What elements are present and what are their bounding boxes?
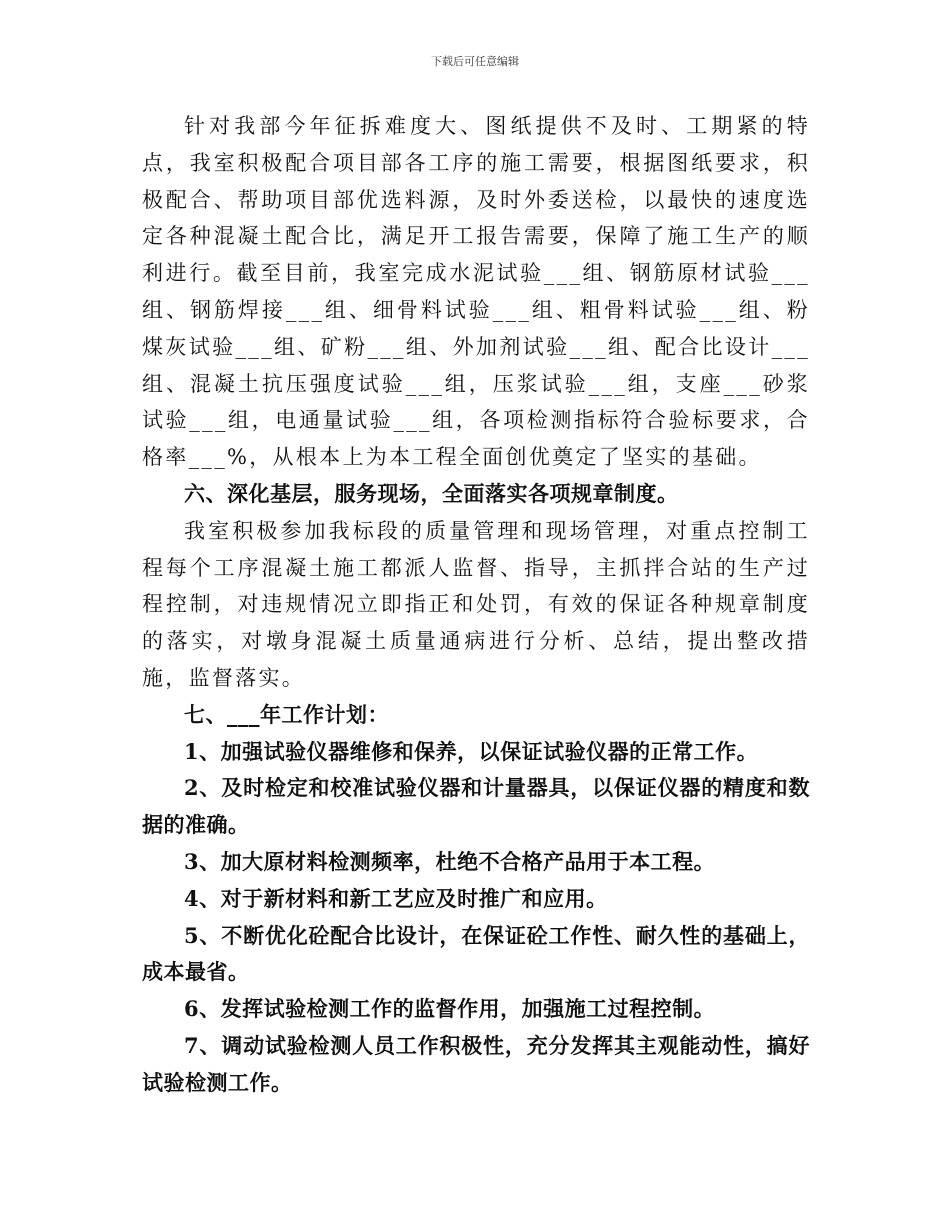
section-7-heading: 七、___年工作计划： — [184, 701, 389, 727]
plan-item-4: 4、对于新材料和新工艺应及时推广和应用。 — [184, 885, 608, 911]
page-header-note: 下载后可任意编辑 — [431, 55, 519, 68]
plan-item-2: 2、及时检定和校准试验仪器和计量器具，以保证仪器的精度和数据的准确。 — [142, 775, 810, 838]
plan-item-1: 1、加强试验仪器维修和保养，以保证试验仪器的正常工作。 — [184, 738, 759, 764]
plan-item-3: 3、加大原材料检测频率，杜绝不合格产品用于本工程。 — [184, 848, 716, 874]
plan-item-7: 7、调动试验检测人员工作积极性，充分发挥其主观能动性，搞好试验检测工作。 — [142, 1032, 810, 1095]
intro-paragraph: 针对我部今年征拆难度大、图纸提供不及时、工期紧的特点，我室积极配合项目部各工序的施工需要，根据图纸要求，积极配合、帮助项目部优选料源，及时外委送检，以最快的速度选定各种混凝土配合比，满足开工报告需要，保障了施工生产的顺利进行。截至目前，我室完成水泥试验___组、钢筋原材试验___组、钢筋焊接___组、细骨料试验___组、粗骨料试验___组、粉煤灰试验___组、矿粉___组、外加剂试验___组、配合比设计___组、混凝土抗压强度试验___组，压浆试验___组，支座___砂浆试验___组，电通量试验___组，各项检测指标符合验标要求，合格率___%，从根本上为本工程全面创优奠定了坚实的基础。 — [142, 114, 810, 470]
section-6-heading: 六、深化基层，服务现场，全面落实各项规章制度。 — [184, 480, 679, 506]
plan-item-5: 5、不断优化砼配合比设计，在保证砼工作性、耐久性的基础上，成本最省。 — [142, 922, 810, 985]
section-6-paragraph: 我室积极参加我标段的质量管理和现场管理，对重点控制工程每个工序混凝土施工都派人监督、指导，主抓拌合站的生产过程控制，对违规情况立即指正和处罚，有效的保证各种规章制度的落实，对墩身混凝土质量通病进行分析、总结，提出整改措施，监督落实。 — [142, 518, 810, 690]
document-body — [142, 108, 810, 1102]
plan-item-6: 6、发挥试验检测工作的监督作用，加强施工过程控制。 — [184, 996, 716, 1022]
